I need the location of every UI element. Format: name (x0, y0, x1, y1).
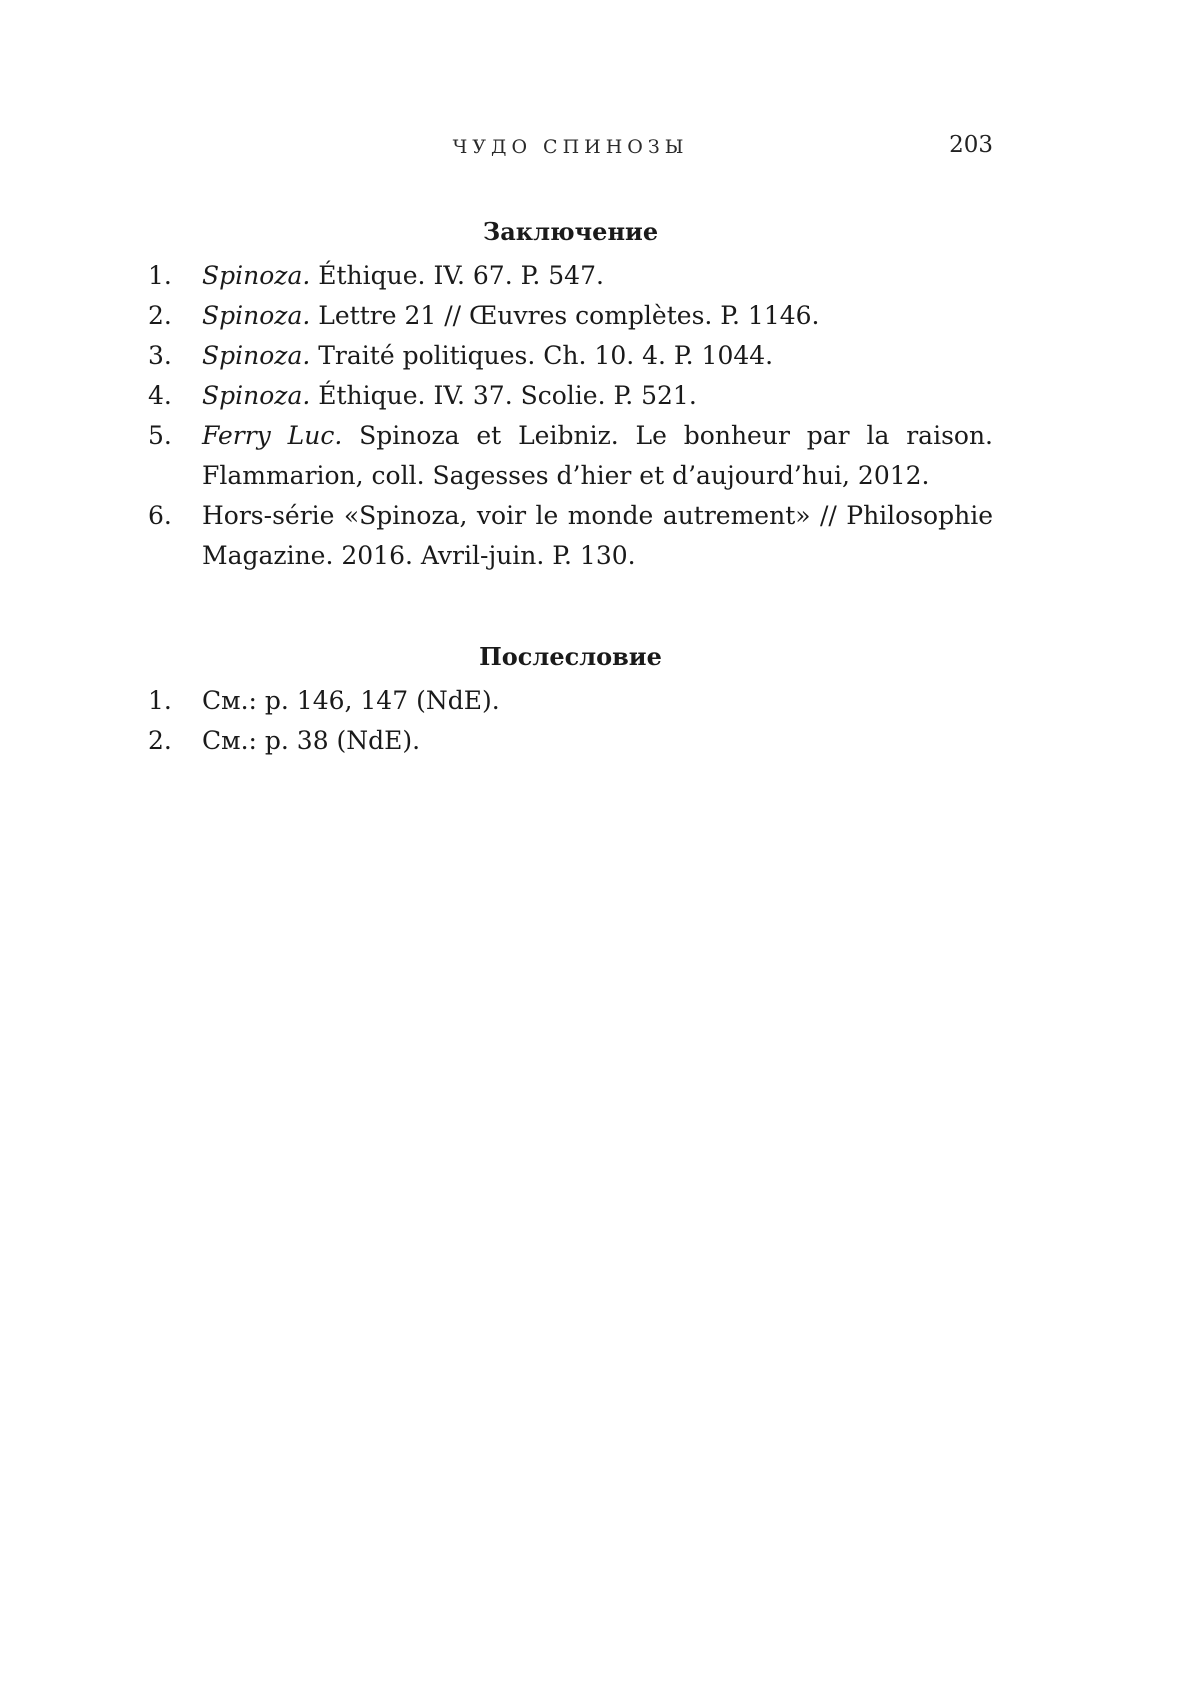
note-author: Spinoza. (202, 381, 311, 410)
notes-list (148, 256, 993, 576)
note-item (148, 256, 993, 296)
note-number: 5. (148, 421, 172, 450)
note-body: Hors-série «Spinoza, voir le monde autrement» // Philosophie Magazine. 2016. Avril-juin. P. 130. (202, 501, 993, 570)
note-number: 1. (148, 261, 172, 290)
note-body: Éthique. IV. 37. Scolie. P. 521. (310, 381, 697, 410)
note-number: 1. (148, 686, 172, 715)
page-number: 203 (949, 132, 993, 158)
running-head (148, 132, 993, 162)
note-item (148, 416, 993, 496)
note-number: 2. (148, 726, 172, 755)
note-text (202, 296, 993, 336)
note-number: 6. (148, 501, 172, 530)
notes-section-conclusion (148, 215, 993, 576)
note-number: 3. (148, 341, 172, 370)
note-text (202, 496, 993, 576)
section-title: Заключение (482, 217, 659, 246)
note-item (148, 296, 993, 336)
note-item (148, 721, 993, 761)
note-body: См.: p. 146, 147 (NdE). (202, 686, 500, 715)
note-number: 4. (148, 381, 172, 410)
note-author: Spinoza. (202, 301, 311, 330)
note-body: Traité politiques. Ch. 10. 4. P. 1044. (310, 341, 774, 370)
notes-section-afterword (148, 640, 993, 761)
note-author: Spinoza. (202, 261, 311, 290)
note-body: Lettre 21 // Œuvres complètes. P. 1146. (310, 301, 820, 330)
note-text (202, 721, 993, 761)
note-body: Éthique. IV. 67. P. 547. (310, 261, 604, 290)
note-text (202, 336, 993, 376)
note-text (202, 256, 993, 296)
note-number: 2. (148, 301, 172, 330)
note-item (148, 496, 993, 576)
note-text (202, 416, 993, 496)
note-body: См.: p. 38 (NdE). (202, 726, 421, 755)
note-item (148, 681, 993, 721)
running-title: ЧУДО СПИНОЗЫ (452, 136, 689, 158)
note-text (202, 681, 993, 721)
section-title: Послесловие (479, 642, 662, 671)
note-item (148, 336, 993, 376)
note-body: Spinoza et Leibniz. Le bonheur par la raison. Flammarion, coll. Sagesses d’hier et d’aujourd’hui, 2012. (202, 421, 993, 490)
note-item (148, 376, 993, 416)
notes-list (148, 681, 993, 761)
note-author: Spinoza. (202, 341, 311, 370)
note-text (202, 376, 993, 416)
note-author: Ferry Luc. (202, 421, 343, 450)
